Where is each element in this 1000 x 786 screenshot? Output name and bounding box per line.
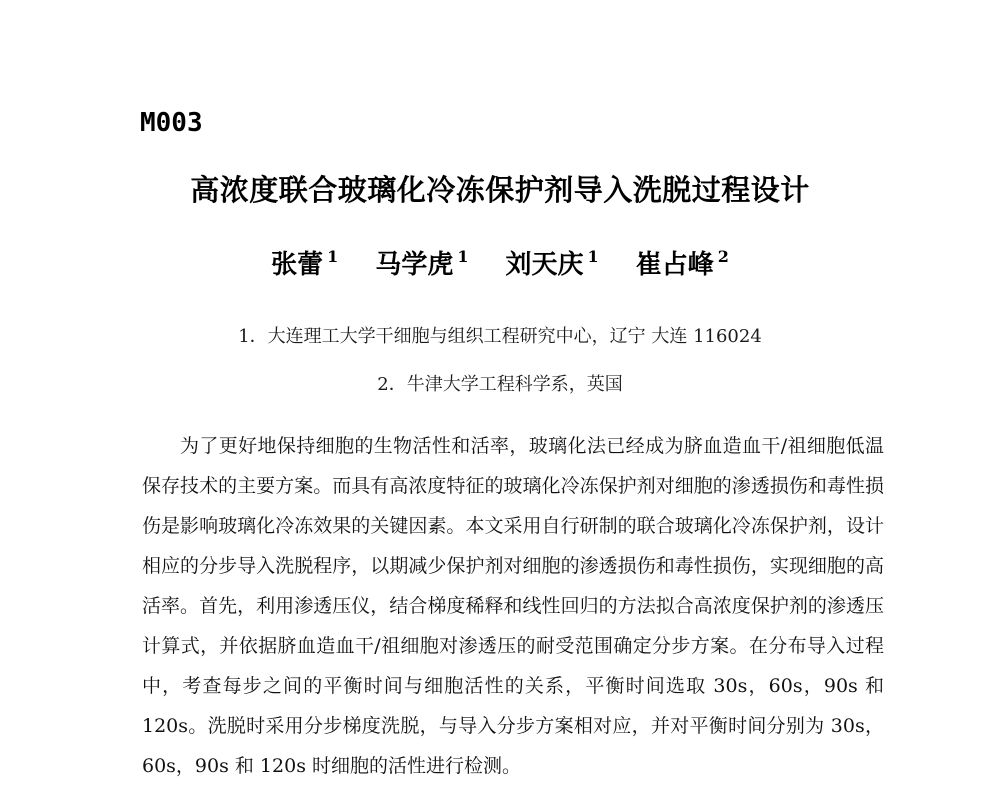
author-name: 崔占峰: [635, 250, 714, 280]
abstract-paragraph: 为了更好地保持细胞的生物活性和活率，玻璃化法已经成为脐血造血干/祖细胞低温保存技术的主要方案。而具有高浓度特征的玻璃化冷冻保护剂对细胞的渗透损伤和毒性损伤是影响玻璃化冷冻效果的关键因素。本文采用自行研制的联合玻璃化冷冻保护剂，设计相应的分步导入洗脱程序，以期减少保护剂对细胞的渗透损伤和毒性损伤，实现细胞的高活率。首先，利用渗透压仪，结合梯度稀释和线性回归的方法拟合高浓度保护剂的渗透压计算式，并依据脐血造血干/祖细胞对渗透压的耐受范围确定分步方案。在分布导入过程中，考查每步之间的平衡时间与细胞活性的关系，平衡时间选取 30s，60s，90s 和 120s。洗脱时采用分步梯度洗脱，与导入分步方案相对应，并对平衡时间分别为 30s，60s，90s 和 120s 时细胞的活性进行检测。: [142, 435, 884, 777]
author: [636, 244, 729, 281]
author-name: 张蕾: [271, 250, 324, 280]
paper-code: M003: [140, 108, 203, 138]
author: [375, 244, 468, 281]
author-affiliation-mark: 1: [327, 247, 339, 266]
author: [506, 244, 599, 281]
author: [271, 244, 338, 281]
author-affiliation-mark: 1: [457, 247, 469, 266]
author-name: 马学虎: [375, 250, 454, 280]
author-list: [0, 244, 1000, 281]
affiliation-1: 1．大连理工大学干细胞与组织工程研究中心，辽宁 大连 116024: [238, 326, 762, 347]
paper-title: 高浓度联合玻璃化冷冻保护剂导入洗脱过程设计: [190, 173, 810, 207]
author-name: 刘天庆: [505, 250, 584, 280]
affiliation-2: 2．牛津大学工程科学系，英国: [377, 374, 623, 395]
author-affiliation-mark: 2: [717, 247, 729, 266]
author-affiliation-mark: 1: [587, 247, 599, 266]
